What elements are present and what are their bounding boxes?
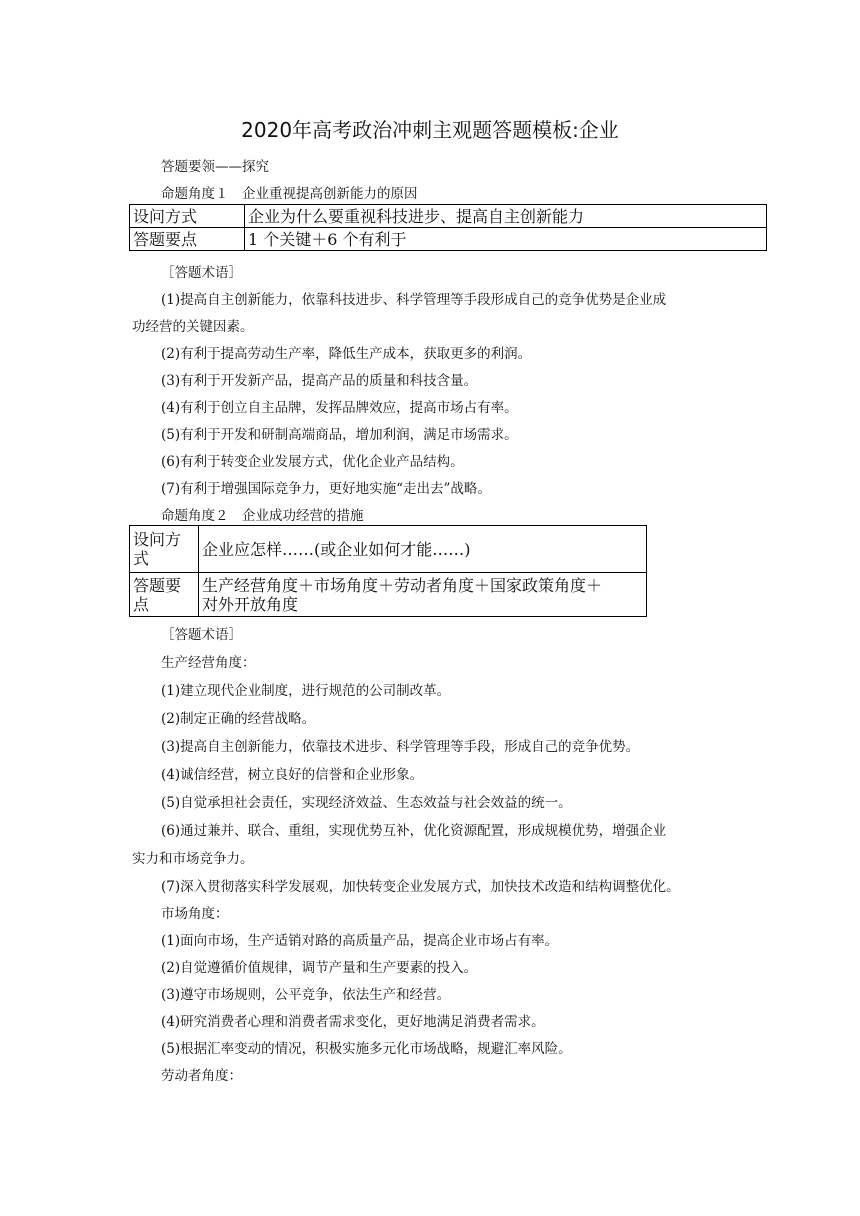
section-heading: 答题要领——探究	[161, 159, 269, 175]
list-item: 实力和市场竞争力。	[132, 851, 254, 867]
table-cell-label: 答题要点	[130, 228, 245, 251]
subsection-heading: 劳动者角度：	[161, 1068, 242, 1084]
subsection-heading: 生产经营角度：	[161, 655, 256, 671]
table-cell-label	[130, 526, 199, 573]
table-row	[130, 228, 767, 251]
list-item: (4)有利于创立自主品牌，发挥品牌效应，提高市场占有率。	[161, 400, 518, 416]
list-item: (4)诚信经营，树立良好的信誉和企业形象。	[161, 767, 424, 783]
angle1-heading: 命题角度１ 企业重视提高创新能力的原因	[161, 186, 418, 202]
table-cell-value: 企业为什么要重视科技进步、提高自主创新能力	[245, 205, 767, 228]
list-item: (1)提高自主创新能力，依靠科技进步、科学管理等手段形成自己的竞争优势是企业成	[161, 292, 667, 308]
terms-label: ［答题术语］	[161, 627, 242, 643]
table-cell-label-line: 式	[133, 549, 150, 568]
angle1-table	[129, 204, 767, 251]
list-item: (6)通过兼并、联合、重组，实现优势互补，优化资源配置，形成规模优势，增强企业	[161, 823, 667, 839]
list-item: (5)根据汇率变动的情况，积极实施多元化市场战略，规避汇率风险。	[161, 1041, 572, 1057]
list-item: (5)有利于开发和研制高端商品，增加利润，满足市场需求。	[161, 427, 518, 443]
list-item: (5)自觉承担社会责任，实现经济效益、生态效益与社会效益的统一。	[161, 795, 572, 811]
page-title: 2020年高考政治冲刺主观题答题模板:企业	[241, 118, 619, 142]
list-item: (2)制定正确的经营战略。	[161, 711, 316, 727]
table-cell-value-line: 对外开放角度	[202, 594, 299, 614]
list-item: (1)建立现代企业制度，进行规范的公司制改革。	[161, 683, 451, 699]
list-item: (2)有利于提高劳动生产率，降低生产成本，获取更多的利润。	[161, 346, 532, 362]
list-item: (7)深入贯彻落实科学发展观，加快转变企业发展方式，加快技术改造和结构调整优化。	[161, 879, 680, 895]
table-cell-label: 设问方式	[130, 205, 245, 228]
table-cell-value: 1 个关键＋6 个有利于	[245, 228, 767, 251]
subsection-heading: 市场角度：	[161, 906, 229, 922]
list-item: (3)遵守市场规则，公平竞争，依法生产和经营。	[161, 987, 451, 1003]
table-cell-label-line: 答题要	[133, 575, 182, 595]
table-cell-label-line: 设问方	[133, 530, 182, 549]
list-item: 功经营的关键因素。	[132, 319, 254, 335]
table-cell-value-line: 企业应怎样……(或企业如何才能……)	[202, 539, 471, 559]
table-cell-label-line: 点	[133, 594, 150, 614]
list-item: (3)提高自主创新能力，依靠技术进步、科学管理等手段，形成自己的竞争优势。	[161, 739, 640, 755]
list-item: (4)研究消费者心理和消费者需求变化，更好地满足消费者需求。	[161, 1014, 545, 1030]
table-row	[130, 573, 647, 617]
list-item: (2)自觉遵循价值规律，调节产量和生产要素的投入。	[161, 960, 478, 976]
angle2-heading: 命题角度２ 企业成功经营的措施	[161, 508, 364, 524]
table-row	[130, 526, 647, 573]
angle2-table	[129, 525, 647, 617]
list-item: (3)有利于开发新产品，提高产品的质量和科技含量。	[161, 373, 478, 389]
table-cell-value	[199, 573, 647, 617]
table-cell-value	[199, 526, 647, 573]
table-cell-value-line: 生产经营角度＋市场角度＋劳动者角度＋国家政策角度＋	[202, 575, 603, 595]
table-cell-label	[130, 573, 199, 617]
list-item: (1)面向市场，生产适销对路的高质量产品，提高企业市场占有率。	[161, 933, 559, 949]
table-row	[130, 205, 767, 228]
terms-label: ［答题术语］	[161, 265, 242, 281]
list-item: (6)有利于转变企业发展方式，优化企业产品结构。	[161, 454, 464, 470]
list-item: (7)有利于增强国际竞争力，更好地实施“走出去”战略。	[161, 481, 491, 497]
